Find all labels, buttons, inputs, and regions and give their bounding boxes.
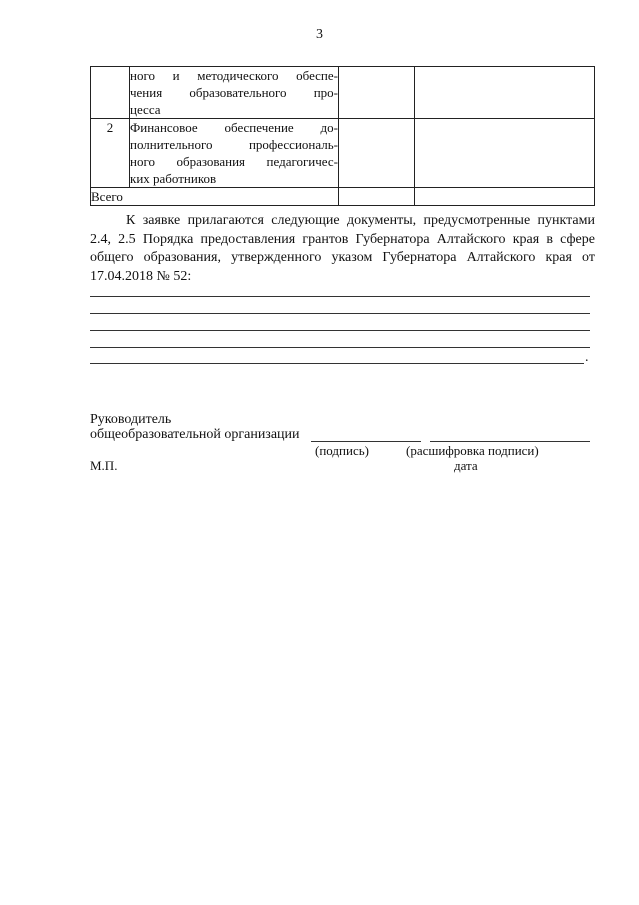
signatory-role-line-2: общеобразовательной организации xyxy=(90,427,300,442)
fill-in-line xyxy=(90,296,590,297)
page-number: 3 xyxy=(316,27,323,42)
description-line: полнительного профессиональ- xyxy=(130,137,338,152)
description-line: ного и методического обеспе- xyxy=(130,68,338,83)
total-label: Всего xyxy=(91,188,339,206)
decryption-line xyxy=(430,441,590,442)
empty-cell xyxy=(339,67,415,119)
signature-line xyxy=(311,441,421,442)
date-caption: дата xyxy=(454,458,478,473)
fill-in-line xyxy=(90,347,590,348)
list-end-mark: . xyxy=(585,350,589,365)
description-line: цесса xyxy=(130,102,161,117)
signatory-role xyxy=(90,412,300,442)
row-description-cell xyxy=(130,119,339,188)
row-description-cell xyxy=(130,67,339,119)
fill-in-line xyxy=(90,363,584,364)
empty-cell xyxy=(339,188,415,206)
empty-cell xyxy=(415,188,595,206)
signature-caption: (подпись) xyxy=(315,443,369,458)
attachments-intro: К заявке прилагаются следующие документы, предусмотренные пунктами 2.4, 2.5 Порядка предоставления грантов Губернатора Алтайского края в сфере общего образования, утвержденного указом Губернатора Алтайского края от 17.04.2018 № 52: xyxy=(90,213,595,284)
fill-in-line xyxy=(90,313,590,314)
description-line: Финансовое обеспечение до- xyxy=(130,120,338,135)
table-row xyxy=(91,119,595,188)
description-line: чения образовательного про- xyxy=(130,85,338,100)
empty-cell xyxy=(415,67,595,119)
table-row xyxy=(91,67,595,119)
description-line: ких работников xyxy=(130,171,217,186)
decryption-caption: (расшифровка подписи) xyxy=(406,443,539,458)
stamp-placeholder: М.П. xyxy=(90,458,118,473)
row-number-cell xyxy=(91,67,130,119)
table-total-row xyxy=(91,188,595,206)
fill-in-line xyxy=(90,330,590,331)
signatory-role-line-1: Руководитель xyxy=(90,412,172,427)
empty-cell xyxy=(339,119,415,188)
budget-table xyxy=(90,66,595,206)
row-number-cell: 2 xyxy=(91,119,130,188)
description-line: ного образования педагогичес- xyxy=(130,154,338,169)
empty-cell xyxy=(415,119,595,188)
